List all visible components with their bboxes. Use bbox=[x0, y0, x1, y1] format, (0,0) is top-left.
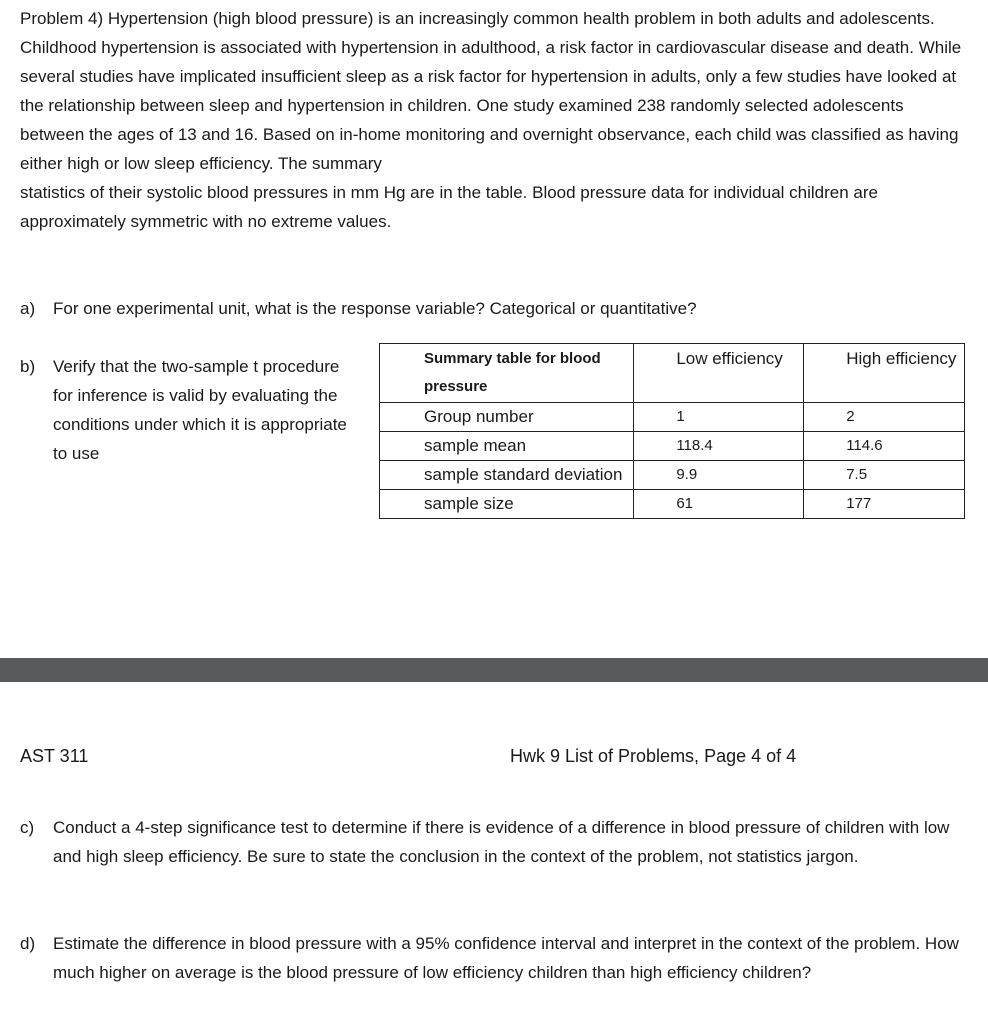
question-a-text: For one experimental unit, what is the response variable? Categorical or quantitative? bbox=[53, 299, 697, 318]
problem-paragraph-2: statistics of their systolic blood pressures in mm Hg are in the table. Blood pressure data for individual children are approximately symmetric with no extreme values. bbox=[20, 183, 878, 231]
table-row bbox=[380, 461, 965, 490]
row-high-value: 2 bbox=[804, 403, 965, 432]
summary-table bbox=[379, 343, 965, 519]
row-low-value: 1 bbox=[634, 403, 804, 432]
question-d bbox=[20, 929, 970, 987]
question-a bbox=[20, 294, 970, 323]
row-label: Group number bbox=[380, 403, 634, 432]
row-high-value: 114.6 bbox=[804, 432, 965, 461]
question-b bbox=[20, 352, 360, 468]
page-info: Hwk 9 List of Problems, Page 4 of 4 bbox=[510, 746, 797, 766]
row-low-value: 118.4 bbox=[634, 432, 804, 461]
question-b-text: Verify that the two-sample t procedure for inference is valid by evaluating the conditions under which it is appropriate to use bbox=[53, 357, 347, 463]
question-a-label: a) bbox=[20, 299, 36, 318]
table-row bbox=[380, 432, 965, 461]
row-label: sample mean bbox=[380, 432, 634, 461]
table-row bbox=[380, 403, 965, 432]
row-label: sample size bbox=[380, 490, 634, 519]
page-divider bbox=[0, 658, 988, 682]
row-label: sample standard deviation bbox=[380, 461, 634, 490]
question-d-label: d) bbox=[20, 934, 36, 953]
row-high-value: 177 bbox=[804, 490, 965, 519]
table-header-low: Low efficiency bbox=[634, 344, 804, 403]
course-label: AST 311 bbox=[20, 746, 89, 766]
row-high-value: 7.5 bbox=[804, 461, 965, 490]
table-row bbox=[380, 490, 965, 519]
problem-paragraph-1: Problem 4) Hypertension (high blood pressure) is an increasingly common health problem in both adults and adolescents. Childhood hypertension is associated with hypertension in adulthood, a risk factor in cardiovascular disease and death. While several studies have implicated insufficient sleep as a risk factor for hypertension in adults, only a few studies have looked at the relationship between sleep and hypertension in children. One study examined 238 randomly selected adolescents between the ages of 13 and 16. Based on in-home monitoring and overnight observance, each child was classified as having either high or low sleep efficiency. The summary bbox=[20, 9, 962, 173]
question-d-text: Estimate the difference in blood pressure with a 95% confidence interval and interpret in the context of the problem. How much higher on average is the blood pressure of low efficiency children than high efficiency children? bbox=[53, 934, 959, 982]
question-b-label: b) bbox=[20, 357, 36, 376]
question-c-label: c) bbox=[20, 818, 35, 837]
problem-statement bbox=[20, 4, 970, 236]
row-low-value: 9.9 bbox=[634, 461, 804, 490]
table-header-row bbox=[380, 344, 965, 403]
table-header-high: High efficiency bbox=[804, 344, 965, 403]
question-c bbox=[20, 813, 970, 871]
question-c-text: Conduct a 4-step significance test to determine if there is evidence of a difference in blood pressure of children with low and high sleep efficiency. Be sure to state the conclusion in the context of the problem, not statistics jargon. bbox=[53, 818, 950, 866]
table-header-title: Summary table for blood pressure bbox=[380, 344, 634, 403]
row-low-value: 61 bbox=[634, 490, 804, 519]
